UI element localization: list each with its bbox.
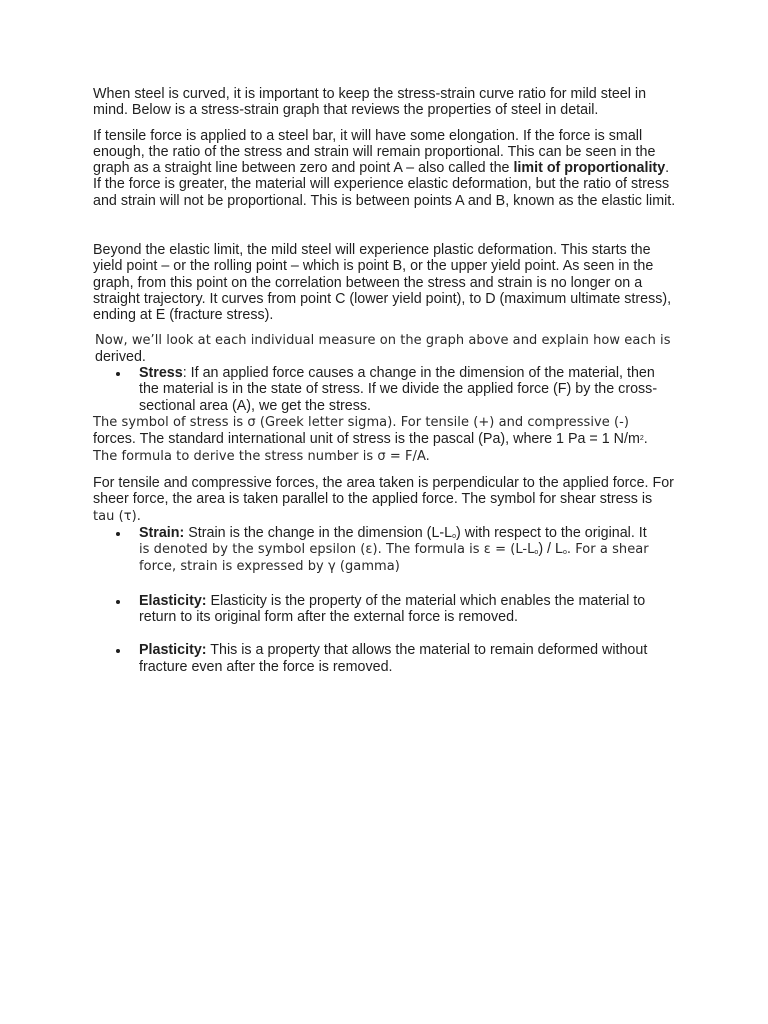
stress-list	[93, 365, 676, 414]
stress-term: Stress	[139, 365, 183, 382]
list-item-elasticity	[93, 593, 676, 626]
list-item-stress	[93, 365, 676, 414]
elasticity-definition: Elasticity is the property of the material which enables the material to return to its original form after the external force is removed.	[139, 592, 646, 626]
stress-symbol-line: The symbol of stress is σ (Greek letter sigma). For tensile (+) and compressive (-)	[93, 415, 629, 431]
measures-intro-end: derived.	[95, 348, 146, 365]
shear-force-paragraph	[93, 475, 676, 525]
elasticity-term: Elasticity:	[139, 592, 207, 609]
proportionality-text-end: . If the force is greater, the material will experience elastic deformation, but the ratio of stress and strain will not be proportional. This is between points A and B, known as the elastic limit.	[93, 160, 676, 209]
stress-symbol-paragraph	[93, 414, 676, 465]
plasticity-definition: This is a property that allows the material to remain deformed without fracture even after the force is removed.	[139, 642, 648, 675]
strain-text-a: Strain is the change in the dimension (L-L	[184, 524, 453, 541]
list-item-plasticity	[93, 642, 676, 675]
stress-unit-line: forces. The standard international unit of stress is the pascal (Pa), where 1 Pa = 1 N/m	[93, 431, 640, 448]
strain-text-b: ) with respect to the original. It	[456, 524, 647, 541]
proportionality-paragraph	[93, 128, 676, 209]
strain-text-e: . For a shear force, strain is expressed by γ (gamma)	[139, 542, 649, 575]
measures-intro-paragraph	[93, 332, 676, 366]
plasticity-term: Plasticity:	[139, 642, 207, 659]
plastic-deformation-paragraph: Beyond the elastic limit, the mild steel will experience plastic deformation. This starts the yield point – or the rolling point – which is point B, or the upper yield point. As seen in the graph, from this point on the correlation between the stress and strain is no longer on a straight trajectory. It curves from point C (lower yield point), to D (maximum ultimate stress), ending at E (fracture stress).	[93, 242, 672, 324]
proportionality-text-start: If tensile force is applied to a steel bar, it will have some elongation. If the force is small enough, the ratio of the stress and strain will remain proportional. This can be seen in the graph as a straight line between zero and point A – also called the	[93, 127, 656, 177]
subscript-o: o	[534, 549, 539, 557]
stress-definition: : If an applied force causes a change in the dimension of the material, then the material is in the state of stress. If we divide the applied force (F) by the cross-sectional area (A), we get the stress.	[139, 365, 658, 414]
list-item-strain	[93, 525, 676, 576]
superscript-two: 2	[639, 435, 644, 443]
intro-paragraph: When steel is curved, it is important to keep the stress-strain curve ratio for mild steel in mind. Below is a stress-strain graph that reviews the properties of steel in detail.	[93, 86, 647, 119]
strain-term: Strain:	[139, 524, 185, 541]
limit-of-proportionality-term: limit of proportionality	[513, 160, 666, 177]
strain-text-c: is denoted by the symbol epsilon (ε). The formula is ε = (L-L	[139, 542, 535, 558]
stress-formula-line: The formula to derive the stress number is σ = F/A.	[93, 448, 430, 464]
properties-list	[93, 525, 676, 675]
shear-force-text: For tensile and compressive forces, the area taken is perpendicular to the applied force. For sheer force, the area is taken parallel to the applied force. The symbol for shear stress is	[93, 474, 674, 508]
subscript-o: o	[452, 532, 457, 540]
stress-unit-period: .	[643, 431, 648, 448]
measures-intro-text: Now, we’ll look at each individual measure on the graph above and explain how each is	[95, 332, 671, 348]
strain-text-d: ) / L	[538, 541, 563, 558]
shear-tau-text: tau (τ).	[93, 508, 141, 524]
subscript-o: o	[562, 549, 567, 557]
